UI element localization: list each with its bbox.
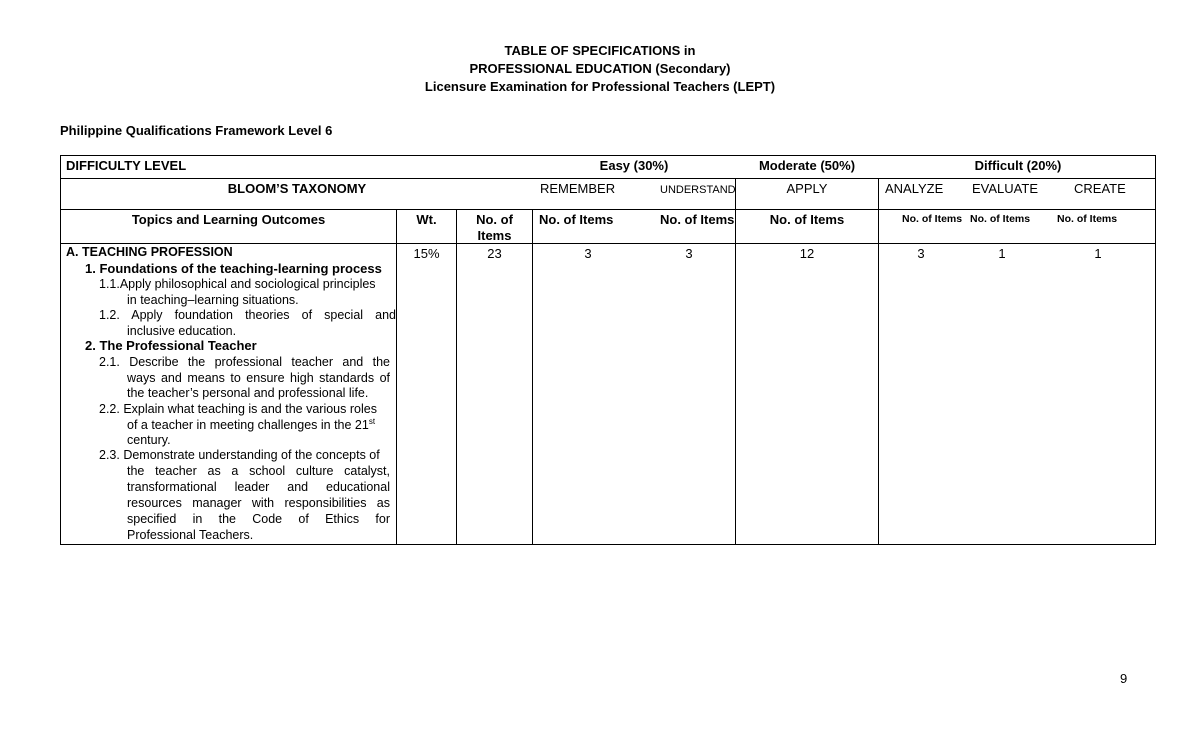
create-items-header: No. of Items (1057, 213, 1118, 225)
subsection-professional-teacher: 2. The Professional Teacher (85, 338, 257, 353)
difficult-header: Difficult (20%) (974, 158, 1062, 173)
evaluate-items-header: No. of Items (970, 213, 1031, 225)
evaluate-header: EVALUATE (972, 181, 1038, 196)
understand-header: UNDERSTAND (660, 184, 736, 196)
outcome-2-1-line-3: the teacher’s personal and professional life. (127, 386, 369, 400)
analyze-value: 3 (917, 246, 925, 261)
outcome-2-3-line-6: Professional Teachers. (127, 528, 254, 542)
outcome-2-3-line-2: the teacher as a school culture catalyst, (127, 464, 390, 478)
outcome-2-2-superscript: st (368, 416, 376, 426)
outcome-2-2-line-1: 2.2. Explain what teaching is and the various roles (99, 402, 377, 416)
create-value: 1 (1094, 246, 1102, 261)
outcome-2-2-line-2-text: of a teacher in meeting challenges in the 21 (127, 418, 369, 432)
remember-items-header: No. of Items (539, 212, 614, 227)
moderate-header: Moderate (50%) (758, 158, 856, 173)
items-value: 23 (487, 246, 502, 261)
outcome-1-2-line-1: 1.2. Apply foundation theories of special and (99, 308, 396, 322)
apply-value: 12 (799, 246, 815, 261)
analyze-header: ANALYZE (885, 181, 944, 196)
outcome-2-3-line-4: resources manager with responsibilities as (127, 496, 390, 510)
title-line-2: PROFESSIONAL EDUCATION (Secondary) (469, 61, 731, 76)
understand-value: 3 (685, 246, 693, 261)
outcome-1-1-line-2: in teaching–learning situations. (127, 293, 299, 307)
items-header: Items (477, 228, 512, 243)
evaluate-value: 1 (998, 246, 1006, 261)
wt-header: Wt. (416, 212, 437, 227)
outcome-1-2-line-2: inclusive education. (127, 324, 237, 338)
topics-header: Topics and Learning Outcomes (131, 212, 326, 227)
outcome-2-2-line-2 (127, 418, 375, 434)
blooms-taxonomy-label: BLOOM’S TAXONOMY (227, 181, 367, 196)
weight-value: 15% (413, 246, 440, 261)
outcome-2-3-line-1: 2.3. Demonstrate understanding of the concepts of (99, 448, 380, 462)
framework-label: Philippine Qualifications Framework Level 6 (60, 123, 333, 138)
easy-header: Easy (30%) (599, 158, 669, 173)
apply-items-header: No. of Items (769, 212, 845, 227)
remember-value: 3 (584, 246, 592, 261)
title-line-3: Licensure Examination for Professional Teachers (LEPT) (424, 79, 776, 94)
outcome-2-1-line-2: ways and means to ensure high standards of (127, 371, 390, 385)
outcome-1-1-line-1: 1.1.Apply philosophical and sociological principles (99, 277, 376, 291)
outcome-2-3-line-5: specified in the Code of Ethics for (127, 512, 390, 526)
no-of-header: No. of (476, 212, 513, 227)
apply-header: APPLY (786, 181, 828, 196)
outcome-2-2-line-3: century. (127, 433, 171, 447)
remember-header: REMEMBER (540, 181, 616, 196)
outcome-2-3-line-3: transformational leader and educational (127, 480, 390, 494)
subsection-foundations: 1. Foundations of the teaching-learning process (85, 261, 382, 276)
specifications-table (60, 155, 1156, 545)
page-number: 9 (1120, 671, 1128, 686)
section-teaching-profession: A. TEACHING PROFESSION (66, 245, 233, 259)
create-header: CREATE (1074, 181, 1126, 196)
title-line-1: TABLE OF SPECIFICATIONS in (504, 43, 696, 58)
difficulty-level-label: DIFFICULTY LEVEL (66, 158, 187, 173)
outcome-2-1-line-1: 2.1. Describe the professional teacher and the (99, 355, 390, 369)
understand-items-header: No. of Items (660, 212, 735, 227)
analyze-items-header: No. of Items (902, 213, 963, 225)
